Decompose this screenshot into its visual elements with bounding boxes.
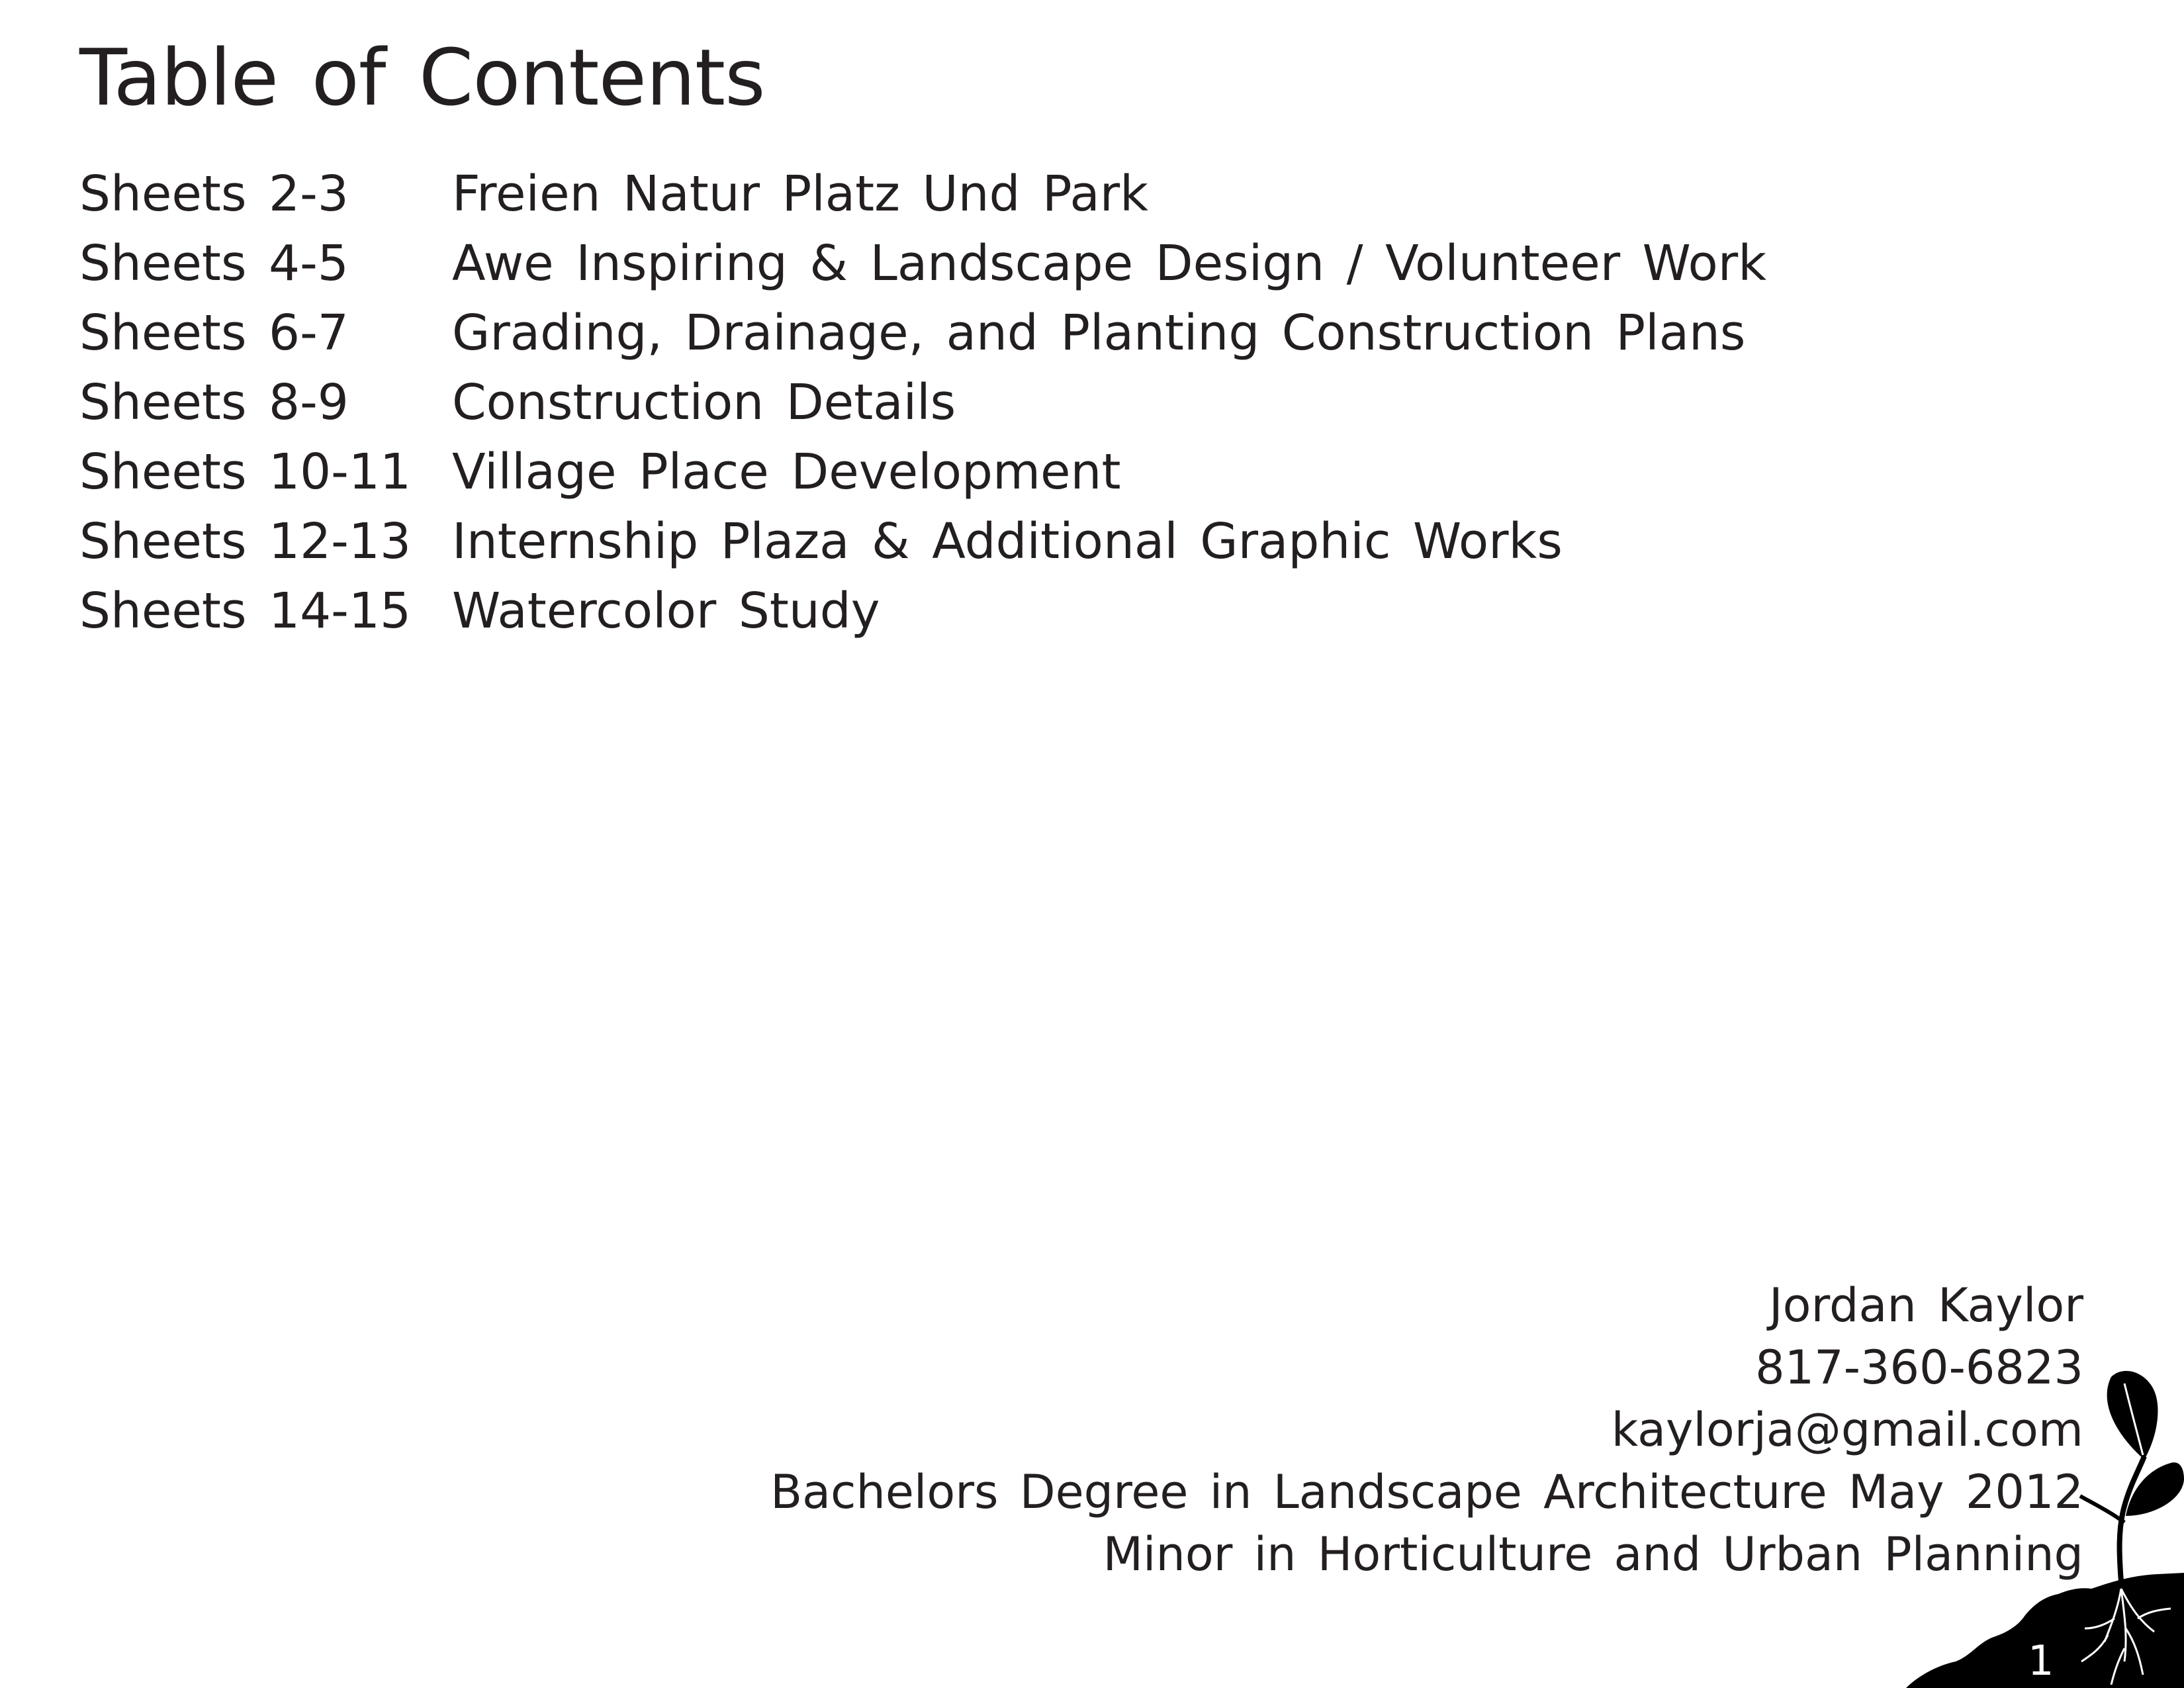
toc-entry-title: Internship Plaza & Additional Graphic Works xyxy=(452,512,1563,570)
phone-number: 817-360-6823 xyxy=(1755,1340,2083,1395)
toc-entry-title: Freien Natur Platz Und Park xyxy=(452,165,1148,222)
toc-entry-title: Grading, Drainage, and Planting Construction Plans xyxy=(452,304,1746,361)
toc-sheet-range: Sheets 4-5 xyxy=(79,234,349,292)
toc-sheet-range: Sheets 2-3 xyxy=(79,165,349,222)
toc-entry xyxy=(79,228,1766,298)
toc-sheet-range: Sheets 12-13 xyxy=(79,512,412,570)
leaf-right xyxy=(2126,1462,2184,1516)
table-of-contents xyxy=(79,159,1766,645)
author-name: Jordan Kaylor xyxy=(1768,1278,2083,1333)
toc-sheet-range: Sheets 6-7 xyxy=(79,304,349,361)
toc-entry xyxy=(79,298,1766,367)
toc-entry xyxy=(79,506,1766,576)
toc-sheet-range: Sheets 14-15 xyxy=(79,582,412,639)
toc-sheet-range: Sheets 10-11 xyxy=(79,443,412,500)
toc-entry-title: Village Place Development xyxy=(452,443,1121,500)
page-number: 1 xyxy=(2028,1636,2054,1685)
toc-entry xyxy=(79,437,1766,506)
degree-line: Bachelors Degree in Landscape Architecture May 2012 xyxy=(770,1465,2083,1519)
email-address: kaylorja@gmail.com xyxy=(1611,1403,2083,1457)
contact-block xyxy=(770,1274,2083,1585)
page-title: Table of Contents xyxy=(79,32,765,123)
toc-sheet-range: Sheets 8-9 xyxy=(79,373,349,431)
toc-entry xyxy=(79,367,1766,437)
toc-entry-title: Construction Details xyxy=(452,373,956,431)
toc-entry xyxy=(79,159,1766,228)
toc-entry-title: Watercolor Study xyxy=(452,582,880,639)
toc-entry-title: Awe Inspiring & Landscape Design / Volunteer Work xyxy=(452,234,1767,292)
toc-entry xyxy=(79,576,1766,645)
minor-line: Minor in Horticulture and Urban Planning xyxy=(1103,1527,2083,1581)
